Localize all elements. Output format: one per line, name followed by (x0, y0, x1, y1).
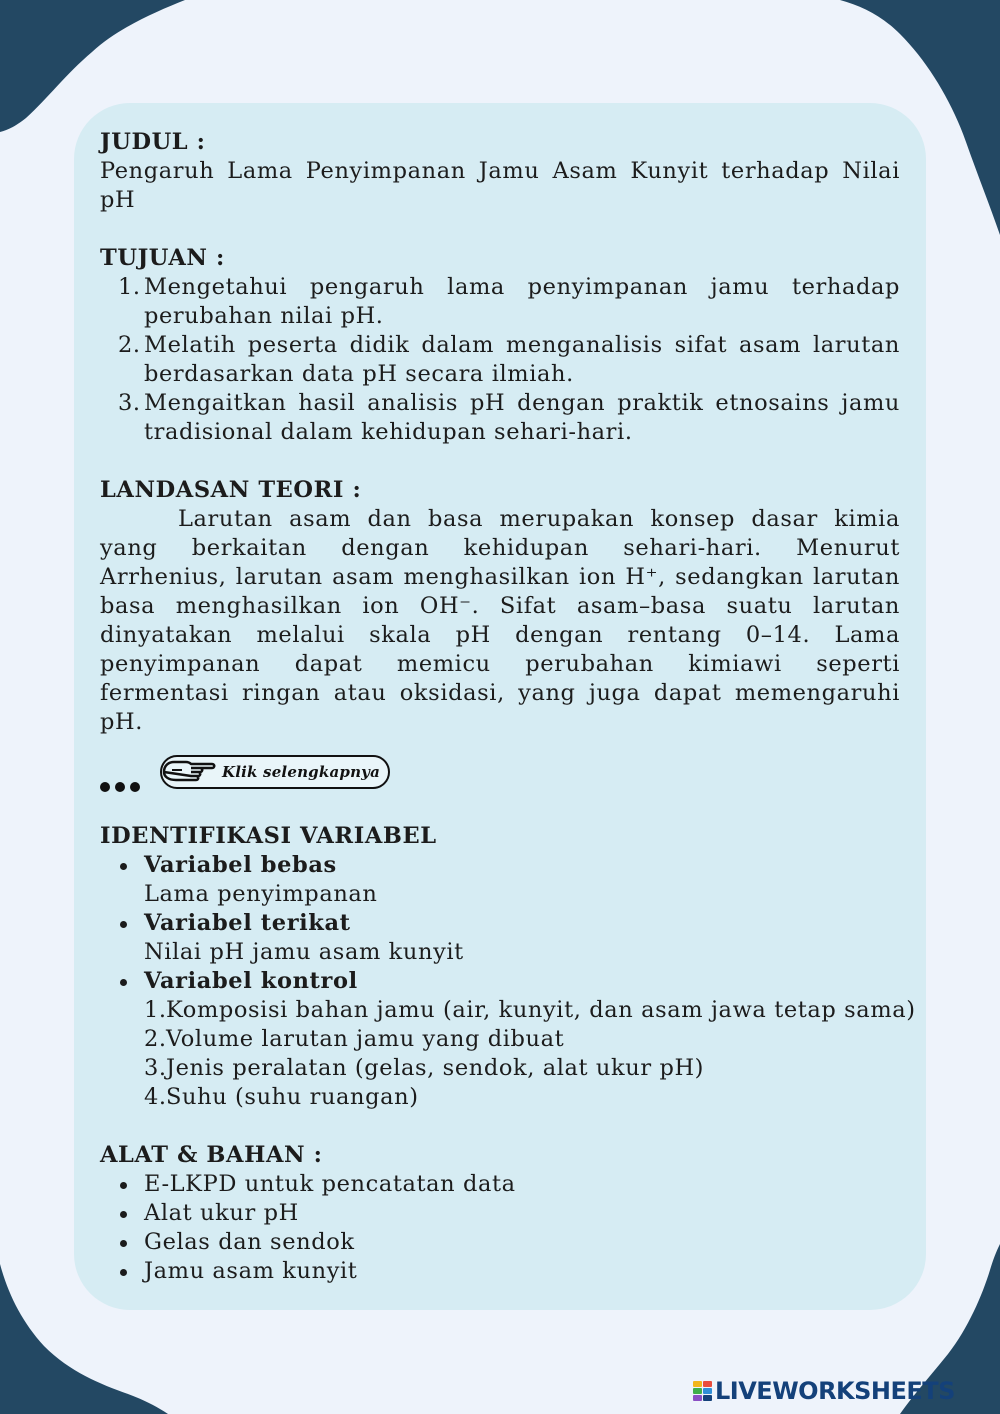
bullet-icon (120, 1269, 127, 1276)
variabel-bebas-item (100, 851, 900, 909)
bullet-icon (120, 1182, 127, 1189)
variabel-kontrol-list (144, 996, 916, 1112)
alat-heading: ALAT & BAHAN : (100, 1142, 323, 1168)
ellipsis-dots-icon (100, 771, 145, 800)
landasan-heading: LANDASAN TEORI : (100, 477, 362, 503)
pointing-hand-icon (160, 758, 218, 786)
landasan-paragraph: Larutan asam dan basa merupakan konsep dasar kimia yang berkaitan dengan kehidupan sehari-hari. Menurut Arrhenius, larutan asam menghasilkan ion H⁺, sedangkan larutan basa menghasilkan ion OH⁻. Sifat asam–basa suatu larutan dinyatakan melalui skala pH dengan rentang 0–14. Lama penyimpanan dapat memicu perubahan kimiawi seperti fermentasi ringan atau oksidasi, yang juga dapat memengaruhi pH. (100, 506, 900, 735)
bullet-icon (120, 979, 127, 986)
list-text: Volume larutan jamu yang dibuat (166, 1026, 565, 1052)
judul-heading: JUDUL : (100, 129, 206, 155)
list-text: Mengetahui pengaruh lama penyimpanan jamu terhadap perubahan nilai pH. (144, 274, 900, 329)
more-row (100, 755, 900, 795)
list-text: E-LKPD untuk pencatatan data (144, 1171, 516, 1197)
alat-list (100, 1170, 900, 1286)
list-text: Melatih peserta didik dalam menganalisis sifat asam larutan berdasarkan data pH secara ilmiah. (144, 332, 900, 387)
variabel-terikat-item (100, 909, 900, 967)
tujuan-item (100, 331, 900, 389)
list-number: 2. (144, 1026, 167, 1052)
bullet-icon (120, 921, 127, 928)
variabel-terikat-value: Nilai pH jamu asam kunyit (144, 939, 464, 965)
list-text: Gelas dan sendok (144, 1229, 355, 1255)
klik-selengkapnya-label: Klik selengkapnya (222, 763, 381, 781)
list-text: Jamu asam kunyit (144, 1258, 358, 1284)
tujuan-list (100, 273, 900, 447)
tujuan-item (100, 389, 900, 447)
variabel-bebas-value: Lama penyimpanan (144, 881, 378, 907)
alat-item (100, 1170, 900, 1199)
judul-text-line2: pH (100, 187, 136, 213)
liveworksheets-text: LIVEWORKSHEETS (715, 1377, 955, 1405)
variabel-bebas-label: Variabel bebas (144, 852, 337, 878)
list-number: 3. (118, 390, 141, 416)
variabel-heading: IDENTIFIKASI VARIABEL (100, 823, 437, 849)
list-text: Alat ukur pH (144, 1200, 299, 1226)
kontrol-item (144, 1054, 900, 1083)
alat-item (100, 1228, 900, 1257)
list-number: 1. (118, 274, 141, 300)
list-text: Mengaitkan hasil analisis pH dengan praktik etnosains jamu tradisional dalam kehidupan sehari-hari. (144, 390, 900, 445)
variabel-terikat-label: Variabel terikat (144, 910, 351, 936)
list-text: Suhu (suhu ruangan) (166, 1084, 419, 1110)
bullet-icon (120, 1211, 127, 1218)
variabel-list (100, 851, 916, 1112)
kontrol-item (144, 1083, 900, 1112)
worksheet-content (100, 128, 916, 1286)
judul-text-line1: Pengaruh Lama Penyimpanan Jamu Asam Kunyit terhadap Nilai (100, 158, 900, 184)
liveworksheets-logo-icon (693, 1381, 713, 1403)
kontrol-item (144, 1025, 900, 1054)
list-number: 3. (144, 1055, 167, 1081)
list-number: 1. (144, 997, 167, 1023)
list-text: Jenis peralatan (gelas, sendok, alat ukur pH) (166, 1055, 705, 1081)
kontrol-item (144, 996, 916, 1025)
alat-item (100, 1257, 900, 1286)
list-number: 2. (118, 332, 141, 358)
bullet-icon (120, 863, 127, 870)
klik-selengkapnya-button[interactable] (160, 755, 390, 789)
list-number: 4. (144, 1084, 167, 1110)
bullet-icon (120, 1240, 127, 1247)
variabel-kontrol-item (100, 967, 916, 1112)
tujuan-heading: TUJUAN : (100, 245, 225, 271)
variabel-kontrol-label: Variabel kontrol (144, 968, 358, 994)
tujuan-item (100, 273, 900, 331)
alat-item (100, 1199, 900, 1228)
list-text: Komposisi bahan jamu (air, kunyit, dan asam jawa tetap sama) (166, 997, 916, 1023)
